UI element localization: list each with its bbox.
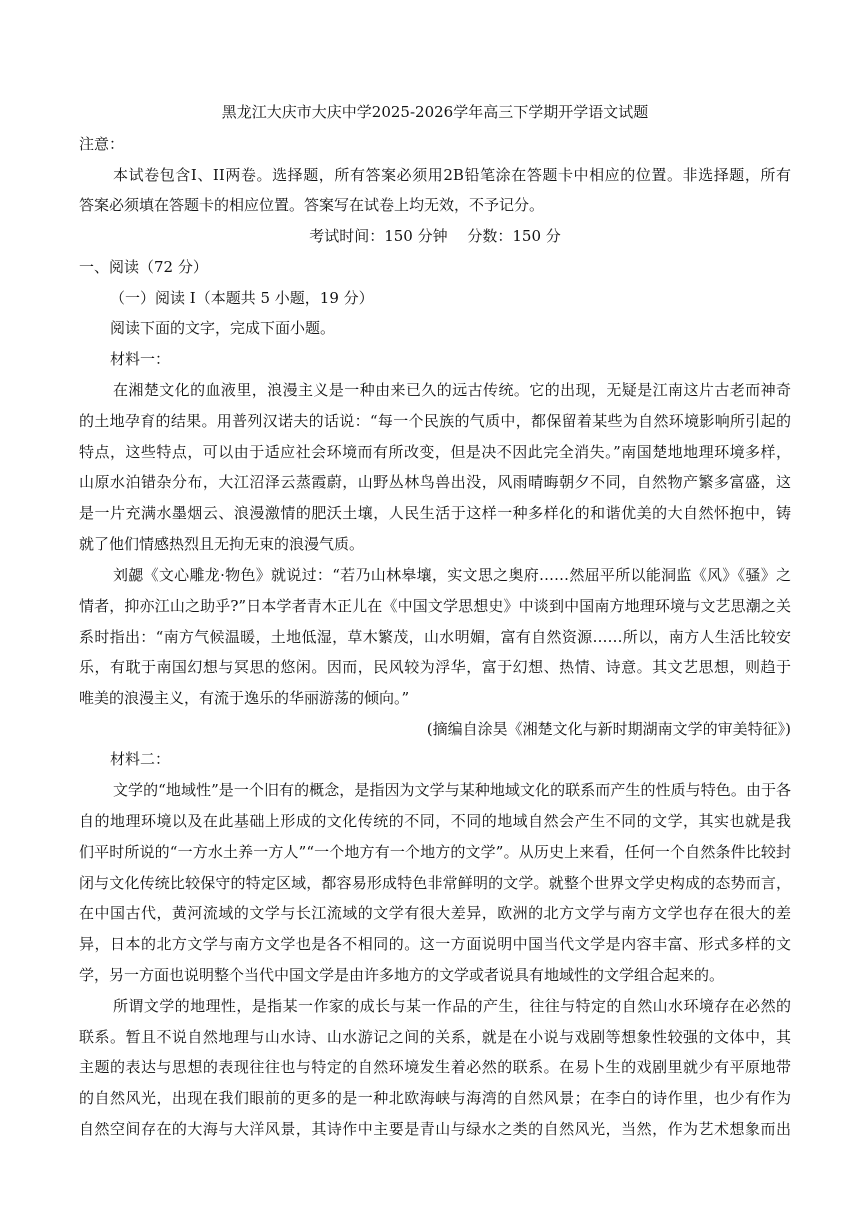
subsection-heading: （一）阅读 I（本题共 5 小题，19 分）: [110, 289, 374, 307]
paragraph-line: 就了他们情感热烈且无拘无束的浪漫气质。: [79, 535, 365, 553]
paragraph-line: 的自然风光，出现在我们眼前的更多的是一种北欧海峡与海湾的自然风景；在李白的诗作里，也少有作为: [79, 1089, 791, 1107]
notice-label: 注意：: [79, 135, 125, 153]
paragraph-line: 的土地孕育的结果。用普列汉诺夫的话说：“每一个民族的气质中，都保留着某些为自然环境影响所引起的: [79, 412, 791, 430]
paragraph-line: 们平时所说的“一方水土养一方人”“一个地方有一个地方的文学”。从历史上来看，任何一个自然条件比较封: [79, 843, 791, 861]
paragraph-line: 特点，这些特点，可以由于适应社会环境而有所改变，但是决不因此完全消失。”南国楚地地理环境多样，: [79, 443, 791, 461]
exam-info: 考试时间：150 分钟 分数：150 分: [309, 227, 561, 245]
paragraph-line: 异，日本的北方文学与南方文学也是各不相同的。这一方面说明中国当代文学是内容丰富、形式多样的文: [79, 935, 791, 953]
paragraph-line: 在中国古代，黄河流域的文学与长江流域的文学有很大差异，欧洲的北方文学与南方文学也存在很大的差: [79, 904, 791, 922]
page-title: 黑龙江大庆市大庆中学2025-2026学年高三下学期开学语文试题: [221, 103, 649, 121]
notice-line: 本试卷包含I、II两卷。选择题，所有答案必须用2B铅笔涂在答题卡中相应的位置。非选择题，所有: [113, 166, 791, 184]
section-heading: 一、阅读（72 分）: [79, 258, 208, 276]
paragraph-line: 唯美的浪漫主义，有流于逸乐的华丽游荡的倾向。”: [79, 689, 410, 707]
instruction-text: 阅读下面的文字，完成下面小题。: [110, 319, 336, 337]
paragraph-line: 自的地理环境以及在此基础上形成的文化传统的不同，不同的地域自然会产生不同的文学，其实也就是我: [79, 812, 791, 830]
paragraph-line: 在湘楚文化的血液里，浪漫主义是一种由来已久的远古传统。它的出现，无疑是江南这片古老而神奇: [113, 381, 791, 399]
notice-line: 答案必须填在答题卡的相应位置。答案写在试卷上均无效，不予记分。: [79, 196, 545, 214]
paragraph-line: 闭与文化传统比较保守的特定区域，都容易形成特色非常鲜明的文学。就整个世界文学史构成的态势而言，: [79, 874, 791, 892]
material2-label: 材料二：: [110, 750, 171, 768]
paragraph-line: 主题的表达与思想的表现往往也与特定的自然环境发生着必然的联系。在易卜生的戏剧里就少有平原地带: [79, 1058, 791, 1076]
paragraph-line: 乐，有耽于南国幻想与冥思的悠闲。因而，民风较为浮华，富于幻想、热情、诗意。其文艺思想，则趋于: [79, 658, 791, 676]
paragraph-line: 联系。暂且不说自然地理与山水诗、山水游记之间的关系，就是在小说与戏剧等想象性较强的文体中，其: [79, 1028, 791, 1046]
paragraph-line: 情者，抑亦江山之助乎?”日本学者青木正儿在《中国文学思想史》中谈到中国南方地理环境与文艺思潮之关: [79, 597, 791, 615]
paragraph-line: 是一片充满水墨烟云、浪漫激情的肥沃土壤，人民生活于这样一种多样化的和谐优美的大自然怀抱中，铸: [79, 504, 791, 522]
paragraph-line: 山原水泊错杂分布，大江沼泽云蒸霞蔚，山野丛林鸟兽出没，风雨晴晦朝夕不同，自然物产繁多富盛，这: [79, 473, 791, 491]
paragraph-line: 文学的“地域性”是一个旧有的概念，是指因为文学与某种地域文化的联系而产生的性质与特色。由于各: [113, 781, 791, 799]
source-citation: (摘编自涂昊《湘楚文化与新时期湖南文学的审美特征》): [426, 720, 791, 738]
paragraph-line: 刘勰《文心雕龙·物色》就说过：“若乃山林皋壤，实文思之奥府……然屈平所以能洞监《风》《骚》之: [113, 566, 791, 584]
material1-label: 材料一：: [110, 350, 171, 368]
paragraph-line: 学，另一方面也说明整个当代中国文学是由许多地方的文学或者说具有地域性的文学组合起来的。: [79, 966, 725, 984]
paragraph-line: 所谓文学的地理性，是指某一作家的成长与某一作品的产生，往往与特定的自然山水环境存在必然的: [113, 997, 791, 1015]
paragraph-line: 系时指出：“南方气候温暖，土地低湿，草木繁茂，山水明媚，富有自然资源……所以，南方人生活比较安: [79, 628, 791, 646]
paragraph-line: 自然空间存在的大海与大洋风景，其诗作中主要是青山与绿水之类的自然风光，当然，作为艺术想象而出: [79, 1120, 791, 1138]
